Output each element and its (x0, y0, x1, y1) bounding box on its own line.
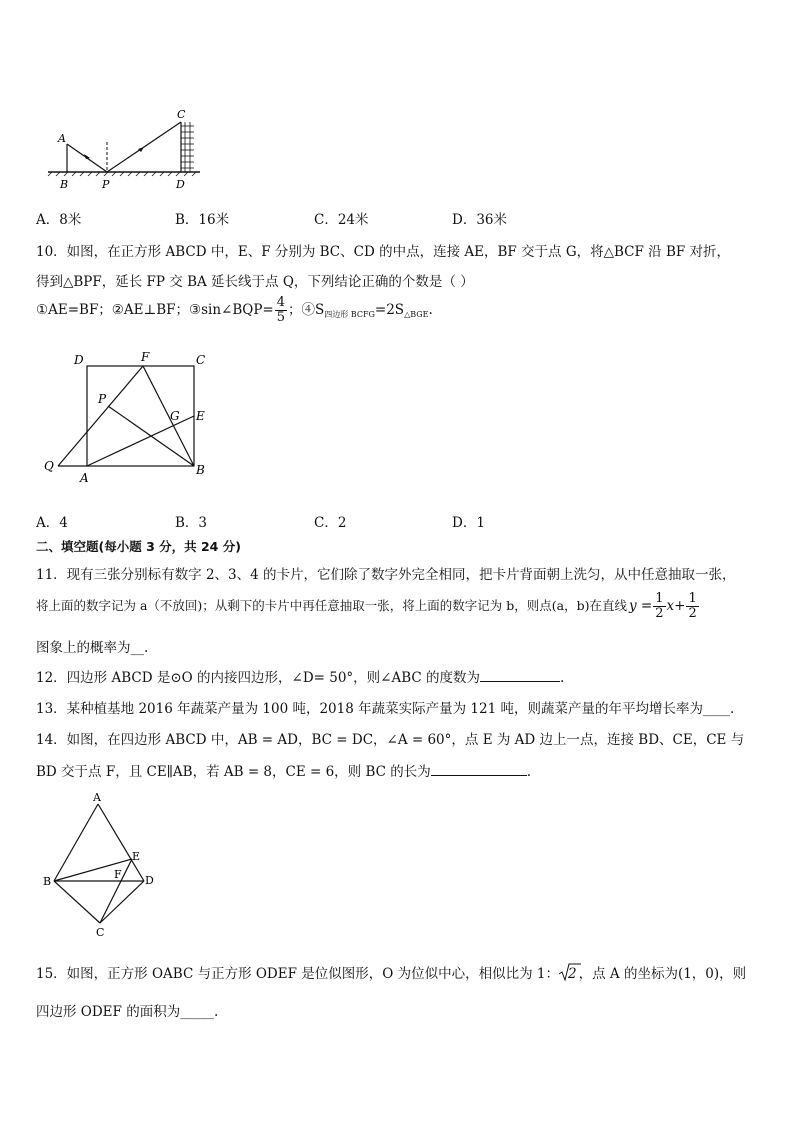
q15-sqrt (559, 966, 577, 982)
q11-line-2-text: 将上面的数字记为 a（不放回)；从剩下的卡片中再任意抽取一张，将上面的数字记为 b，则点(a，b)在直线 (36, 598, 627, 613)
q10-line-1: 10．如图，在正方形 ABCD 中，E、F 分别为 BC、CD 的中点，连接 AE，BF 交于点 G，将△BCF 沿 BF 对折， (36, 244, 731, 260)
q12-text-b: . (560, 670, 565, 686)
q11-f2-den: 2 (688, 606, 697, 621)
q14-figure (40, 790, 170, 940)
q14-line-1: 14．如图，在四边形 ABCD 中，AB = AD，BC = DC，∠A = 60°，点 E 为 AD 边上一点，连接 BD、CE，CE 与 (36, 732, 745, 748)
q11-line-3: 图象上的概率为__. (36, 640, 149, 656)
q15-line-1-a: 15．如图，正方形 OABC 与正方形 ODEF 是位似图形，O 为位似中心，相似比为 1： (36, 966, 560, 982)
q9-option-c: C．24米 (314, 212, 369, 228)
q12-answer-blank[interactable] (480, 669, 560, 682)
q10-frac-num: 4 (276, 295, 286, 310)
q9-label-D: D (176, 178, 185, 191)
q15-sqrt-sign (559, 963, 581, 983)
q10-label-Q: Q (44, 459, 54, 473)
q9-label-C: C (177, 108, 186, 121)
q10-option-d: D．1 (452, 515, 485, 531)
q10-option-c: C．2 (314, 515, 347, 531)
q15-line-1 (36, 962, 746, 982)
q12-line (36, 666, 564, 686)
q15-sqrt-value: 2 (568, 966, 577, 982)
q10-line-3 (36, 296, 433, 325)
q9-option-b: B．16米 (175, 212, 230, 228)
q10-line-3-d: . (428, 302, 433, 318)
q10-label-F: F (141, 350, 150, 364)
q10-option-b: B．3 (175, 515, 208, 531)
q10-label-G: G (170, 409, 180, 423)
q10-label-C: C (196, 353, 206, 367)
q10-option-a: A．4 (36, 515, 68, 531)
q11-eq-y: y = (629, 598, 653, 614)
q10-figure (40, 348, 215, 488)
q14-answer-blank[interactable] (431, 763, 527, 776)
q15-line-2: 四边形 ODEF 的面积为_____. (36, 1004, 219, 1020)
section-2-title: 二、填空题(每小题 3 分，共 24 分) (36, 539, 241, 554)
q11-f1-den: 2 (655, 606, 664, 621)
q15-line-1-b: ，点 A 的坐标为(1，0)，则 (578, 966, 747, 982)
q9-label-P: P (102, 178, 110, 191)
q10-fraction (275, 296, 287, 325)
q14-line-2-a: BD 交于点 F，且 CE∥AB，若 AB = 8，CE = 6，则 BC 的长为 (36, 764, 431, 780)
q9-label-B: B (60, 178, 69, 191)
q12-text-a: 12．四边形 ABCD 是⊙O 的内接四边形，∠D= 50°，则∠ABC 的度数为 (36, 670, 481, 686)
q10-label-E: E (196, 409, 205, 423)
q10-label-P: P (98, 392, 107, 406)
q11-fraction-2 (686, 592, 698, 621)
q10-label-D: D (74, 353, 84, 367)
q14-line-2 (36, 760, 531, 780)
q10-line-3-a: ①AE=BF；②AE⊥BF；③sin∠BQP= (36, 302, 274, 318)
q11-f2-num: 1 (688, 591, 697, 606)
q10-sub-2: △BGE (404, 310, 429, 319)
q11-f1-num: 1 (655, 591, 664, 606)
q10-sub-1: 四边形 BCFG (324, 310, 375, 319)
q9-figure (40, 104, 210, 196)
q11-line-2 (36, 592, 700, 621)
q14-label-A: A (93, 791, 101, 804)
q9-option-a: A．8米 (36, 212, 82, 228)
q14-label-E: E (132, 850, 141, 863)
q10-label-B: B (196, 463, 205, 477)
q14-label-F: F (114, 868, 122, 881)
q14-label-D: D (145, 874, 154, 887)
q10-frac-den: 5 (276, 310, 286, 325)
q9-label-A: A (58, 132, 66, 145)
q11-line-1: 11．现有三张分别标有数字 2、3、4 的卡片，它们除了数字外完全相同，把卡片背面朝上洗匀，从中任意抽取一张， (36, 567, 736, 583)
q10-line-3-b: ；④S (288, 302, 325, 318)
q10-label-A: A (80, 471, 89, 485)
q10-line-2: 得到△BPF，延长 FP 交 BA 延长线于点 Q，下列结论正确的个数是（ ） (36, 274, 474, 290)
q11-eq-x: x+ (666, 598, 686, 614)
q14-label-C: C (96, 926, 105, 939)
q14-label-B: B (43, 875, 52, 888)
q9-option-d: D．36米 (452, 212, 508, 228)
q11-fraction-1 (653, 592, 665, 621)
q10-line-3-c: =2S (374, 302, 405, 318)
q13-line: 13．某种植基地 2016 年蔬菜产量为 100 吨，2018 年蔬菜实际产量为 121 吨，则蔬菜产量的年平均增长率为____. (36, 701, 735, 717)
q14-line-2-b: . (526, 764, 532, 780)
